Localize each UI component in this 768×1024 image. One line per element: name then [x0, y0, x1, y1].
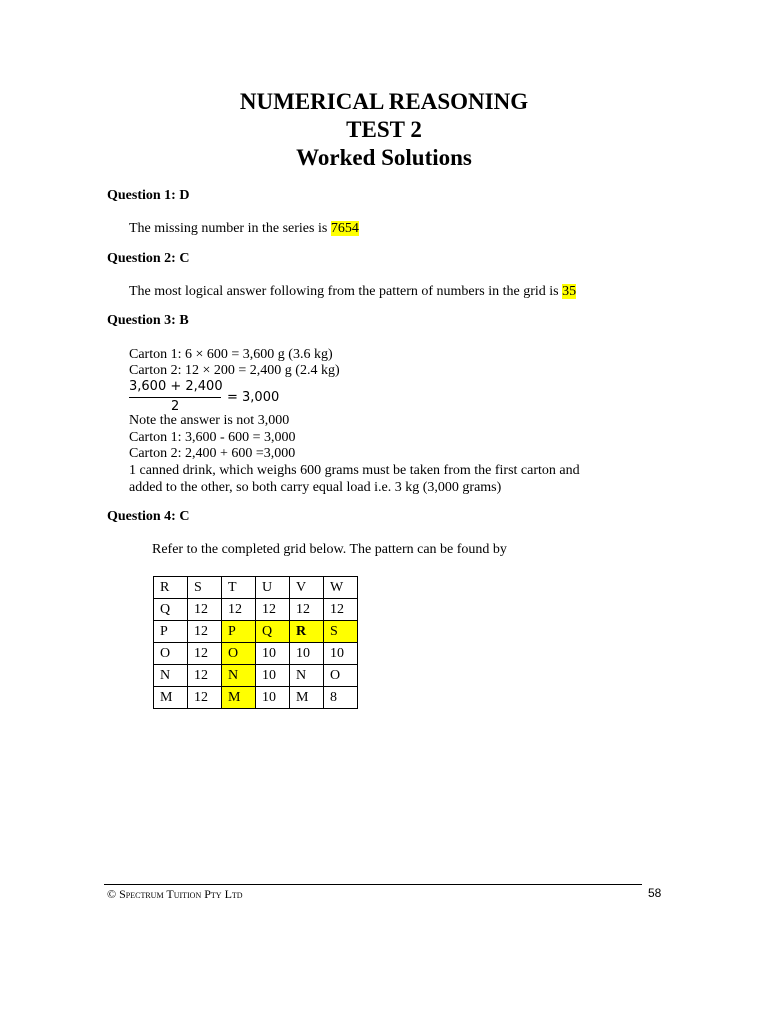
grid-cell: 12 [188, 621, 222, 643]
grid-row [154, 577, 358, 599]
question-1-heading: Question 1: D [107, 188, 190, 203]
explanation-line-1: 1 canned drink, which weighs 600 grams must be taken from the first carton and [129, 463, 580, 478]
carton-2-adjust: Carton 2: 2,400 + 600 =3,000 [129, 446, 296, 461]
grid-cell: R [154, 577, 188, 599]
grid-cell: 12 [290, 599, 324, 621]
grid-cell: S [188, 577, 222, 599]
title-line-2: TEST 2 [346, 117, 422, 142]
grid-cell: 10 [256, 687, 290, 709]
grid-row [154, 687, 358, 709]
fraction-denominator: 2 [171, 399, 180, 414]
grid-cell: 12 [324, 599, 358, 621]
title-line-3: Worked Solutions [296, 145, 472, 170]
question-2-text [129, 284, 576, 300]
carton-1-calc: Carton 1: 6 × 600 = 3,600 g (3.6 kg) [129, 347, 333, 362]
question-1-sentence: The missing number in the series is [129, 221, 331, 236]
fraction-numerator: 3,600 + 2,400 [129, 379, 223, 394]
grid-cell: W [324, 577, 358, 599]
grid-cell: U [256, 577, 290, 599]
footer-copyright: © Spectrum Tuition Pty Ltd [107, 887, 243, 901]
grid-cell: 12 [222, 599, 256, 621]
grid-cell-highlighted: S [324, 621, 358, 643]
grid-cell: 12 [188, 665, 222, 687]
grid-cell: N [290, 665, 324, 687]
grid-cell: 8 [324, 687, 358, 709]
grid-cell-highlighted: M [222, 687, 256, 709]
grid-cell: O [154, 643, 188, 665]
question-1-answer: 7654 [330, 221, 359, 236]
fraction-bar [129, 397, 221, 398]
page-number: 58 [648, 886, 662, 900]
grid-cell-highlighted: R [290, 621, 324, 643]
grid-cell-highlighted: Q [256, 621, 290, 643]
question-3-heading: Question 3: B [107, 313, 189, 328]
question-4-text: Refer to the completed grid below. The pattern can be found by [152, 542, 507, 557]
grid-cell: P [154, 621, 188, 643]
grid-cell: Q [154, 599, 188, 621]
grid-cell: T [222, 577, 256, 599]
grid-cell: O [324, 665, 358, 687]
grid-cell: 10 [256, 665, 290, 687]
grid-row [154, 621, 358, 643]
title-line-1: NUMERICAL REASONING [239, 89, 529, 114]
question-1-text [129, 221, 359, 237]
grid-cell: 10 [324, 643, 358, 665]
question-2-answer: 35 [562, 284, 577, 299]
carton-2-calc: Carton 2: 12 × 200 = 2,400 g (2.4 kg) [129, 363, 340, 378]
grid-row [154, 665, 358, 687]
grid-cell: 12 [188, 599, 222, 621]
explanation-line-2: added to the other, so both carry equal load i.e. 3 kg (3,000 grams) [129, 480, 502, 495]
grid-cell-highlighted: P [222, 621, 256, 643]
grid-cell-highlighted: O [222, 643, 256, 665]
grid-row [154, 599, 358, 621]
question-2-sentence: The most logical answer following from the pattern of numbers in the grid is [129, 284, 563, 299]
grid-cell: N [154, 665, 188, 687]
grid-cell: M [154, 687, 188, 709]
grid-cell: V [290, 577, 324, 599]
footer-divider [104, 884, 642, 885]
grid-cell: 10 [256, 643, 290, 665]
grid-cell: 10 [290, 643, 324, 665]
question-2-heading: Question 2: C [107, 251, 190, 266]
carton-1-adjust: Carton 1: 3,600 - 600 = 3,000 [129, 430, 296, 445]
grid-cell: 12 [188, 643, 222, 665]
grid-cell: 12 [188, 687, 222, 709]
question-4-heading: Question 4: C [107, 509, 190, 524]
grid-cell: 12 [256, 599, 290, 621]
grid-row [154, 643, 358, 665]
completed-grid [153, 576, 358, 709]
fraction-result: = 3,000 [227, 390, 280, 405]
grid-cell: M [290, 687, 324, 709]
note-line: Note the answer is not 3,000 [129, 413, 290, 428]
grid-cell-highlighted: N [222, 665, 256, 687]
